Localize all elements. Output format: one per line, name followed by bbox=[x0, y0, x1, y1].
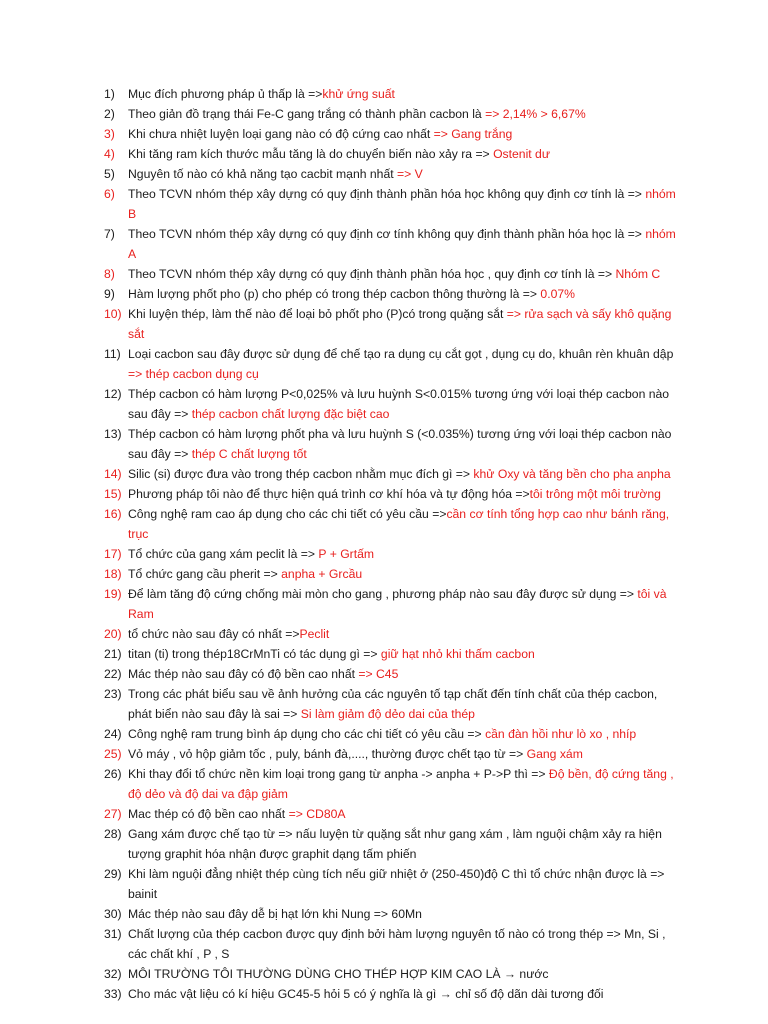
question-text: Vỏ máy , vỏ hộp giảm tốc , puly, bánh đà,...., thường được chết tạo từ => bbox=[128, 747, 527, 761]
item-number: 3) bbox=[104, 127, 115, 141]
item-number: 10) bbox=[104, 307, 122, 321]
question-text: Mục đích phương pháp ủ thấp là => bbox=[128, 87, 323, 101]
question-text: titan (ti) trong thép18CrMnTi có tác dụng gì => bbox=[128, 647, 381, 661]
list-item bbox=[0, 484, 768, 504]
list-item bbox=[0, 864, 768, 904]
question-text: Phương pháp tôi nào để thực hiện quá trình cơ khí hóa và tự động hóa => bbox=[128, 487, 530, 501]
question-text: Khi thay đổi tổ chức nền kim loại trong gang từ anpha -> anpha + P->P thì => bbox=[128, 767, 549, 781]
question-text: Nguyên tố nào có khả năng tạo cacbit mạnh nhất bbox=[128, 167, 397, 181]
answer-text: thép C chất lượng tốt bbox=[191, 447, 307, 461]
answer-text: Nhóm C bbox=[615, 267, 661, 281]
item-number: 24) bbox=[104, 727, 122, 741]
list-item bbox=[0, 684, 768, 724]
answer-text: => C45 bbox=[358, 667, 399, 681]
list-item bbox=[0, 384, 768, 424]
answer-text: Si làm giảm độ dẻo dai của thép bbox=[300, 707, 475, 721]
list-item bbox=[0, 804, 768, 824]
list-item bbox=[0, 924, 768, 964]
list-item bbox=[0, 744, 768, 764]
list-item bbox=[0, 544, 768, 564]
list-item bbox=[0, 84, 768, 104]
question-text: Theo TCVN nhóm thép xây dựng có quy định cơ tính không quy định thành phần hóa học là => bbox=[128, 227, 646, 241]
list-item bbox=[0, 644, 768, 664]
item-number: 33) bbox=[104, 987, 122, 1001]
question-text: Tổ chức của gang xám peclit là => bbox=[128, 547, 319, 561]
item-number: 2) bbox=[104, 107, 115, 121]
list-item bbox=[0, 104, 768, 124]
question-text: Tổ chức gang cầu pherit => bbox=[128, 567, 282, 581]
answer-text: nhóm A bbox=[128, 227, 676, 261]
item-number: 16) bbox=[104, 507, 122, 521]
question-text: Công nghệ ram cao áp dụng cho các chi tiết có yêu cầu => bbox=[128, 507, 447, 521]
answer-text: giữ hạt nhỏ khi thấm cacbon bbox=[380, 647, 535, 661]
answer-text: => rửa sạch và sấy khô quặng sắt bbox=[128, 307, 672, 341]
question-text: tổ chức nào sau đây có nhất => bbox=[128, 627, 300, 641]
item-number: 32) bbox=[104, 967, 122, 981]
item-number: 27) bbox=[104, 807, 122, 821]
item-number: 5) bbox=[104, 167, 115, 181]
list-item bbox=[0, 264, 768, 284]
list-item bbox=[0, 624, 768, 644]
answer-text: => thép cacbon dụng cụ bbox=[128, 367, 259, 381]
answer-text: tôi và Ram bbox=[128, 587, 667, 621]
list-item bbox=[0, 664, 768, 684]
question-text: Mac thép có độ bền cao nhất bbox=[128, 807, 289, 821]
item-number: 17) bbox=[104, 547, 122, 561]
answer-text: cần cơ tính tổng hợp cao như bánh răng, trục bbox=[128, 507, 670, 541]
list-item bbox=[0, 464, 768, 484]
list-item bbox=[0, 144, 768, 164]
question-text: Trong các phát biểu sau về ảnh hưởng của các nguyên tố tạp chất đến tính chất của thép cacbon, phát biển nào sau đây là sai => bbox=[128, 687, 658, 721]
item-number: 12) bbox=[104, 387, 122, 401]
item-number: 28) bbox=[104, 827, 122, 841]
list-item bbox=[0, 964, 768, 984]
answer-text: 0.07% bbox=[540, 287, 575, 301]
answer-text: tôi trông một môi trường bbox=[529, 487, 661, 501]
item-number: 6) bbox=[104, 187, 115, 201]
question-text: Mác thép nào sau đây có độ bền cao nhất bbox=[128, 667, 359, 681]
list-item bbox=[0, 824, 768, 864]
item-number: 22) bbox=[104, 667, 122, 681]
item-number: 7) bbox=[104, 227, 115, 241]
item-number: 8) bbox=[104, 267, 115, 281]
list-item bbox=[0, 164, 768, 184]
list-item bbox=[0, 984, 768, 1004]
item-number: 15) bbox=[104, 487, 122, 501]
answer-text: khử Oxy và tăng bền cho pha anpha bbox=[473, 467, 671, 481]
item-number: 13) bbox=[104, 427, 122, 441]
item-number: 11) bbox=[104, 347, 121, 361]
question-text: Silic (si) được đưa vào trong thép cacbon nhằm mục đích gì => bbox=[128, 467, 474, 481]
item-number: 29) bbox=[104, 867, 122, 881]
item-number: 9) bbox=[104, 287, 115, 301]
item-number: 14) bbox=[104, 467, 122, 481]
list-item bbox=[0, 504, 768, 544]
list-item bbox=[0, 724, 768, 744]
question-text: Khi chưa nhiệt luyện loại gang nào có độ cứng cao nhất bbox=[128, 127, 434, 141]
answer-text: anpha + Grcầu bbox=[281, 567, 363, 581]
question-text: Gang xám được chế tạo từ => nấu luyện từ quặng sắt như gang xám , làm nguội chậm xảy ra hiện tượng graphit hóa nhận được graphit dạng tấm phiến bbox=[128, 827, 662, 861]
item-number: 4) bbox=[104, 147, 115, 161]
list-item bbox=[0, 904, 768, 924]
question-text: Theo TCVN nhóm thép xây dựng có quy định thành phần hóa học , quy định cơ tính là => bbox=[128, 267, 616, 281]
answer-text: => 2,14% > 6,67% bbox=[485, 107, 586, 121]
answer-text: => V bbox=[397, 167, 423, 181]
list-item bbox=[0, 224, 768, 264]
list-item bbox=[0, 124, 768, 144]
answer-text: Ostenit dư bbox=[493, 147, 550, 161]
list-item bbox=[0, 564, 768, 584]
document-page bbox=[0, 84, 768, 1004]
item-number: 1) bbox=[104, 87, 115, 101]
list-item bbox=[0, 284, 768, 304]
list-item bbox=[0, 184, 768, 224]
answer-text: => CD80A bbox=[288, 807, 346, 821]
answer-text: thép cacbon chất lượng đặc biệt cao bbox=[191, 407, 390, 421]
answer-text: khử ứng suất bbox=[322, 87, 395, 101]
item-number: 18) bbox=[104, 567, 122, 581]
question-text: Thép cacbon có hàm lượng phốt pha và lưu huỳnh S (<0.035%) tương ứng với loại thép cacbon nào sau đây => bbox=[128, 427, 672, 461]
item-number: 25) bbox=[104, 747, 122, 761]
question-text: Chất lượng của thép cacbon được quy định bởi hàm lượng nguyên tố nào có trong thép => Mn, Si , các chất khí , P , S bbox=[128, 927, 666, 961]
answer-text: cần đàn hồi như lò xo , nhíp bbox=[485, 727, 637, 741]
answer-text: Peclit bbox=[299, 627, 330, 641]
item-number: 23) bbox=[104, 687, 122, 701]
question-text: Công nghệ ram trung bình áp dụng cho các chi tiết có yêu cầu => bbox=[128, 727, 486, 741]
question-text: Khi tăng ram kích thước mẫu tăng là do chuyển biến nào xảy ra => bbox=[128, 147, 494, 161]
item-number: 26) bbox=[104, 767, 122, 781]
question-text: Khi luyện thép, làm thế nào để loại bỏ phốt pho (P)có trong quặng sắt bbox=[128, 307, 507, 321]
question-text: Để làm tăng độ cứng chống mài mòn cho gang , phương pháp nào sau đây được sử dụng => bbox=[128, 587, 638, 601]
question-text: Khi làm nguội đẳng nhiệt thép cùng tích nếu giữ nhiệt ở (250-450)độ C thì tổ chức nhận được là => bainit bbox=[128, 867, 665, 901]
item-number: 19) bbox=[104, 587, 122, 601]
list-item bbox=[0, 424, 768, 464]
question-text: Theo TCVN nhóm thép xây dựng có quy định thành phần hóa học không quy định cơ tính là => bbox=[128, 187, 646, 201]
question-text: Loại cacbon sau đây được sử dụng để chế tạo ra dụng cụ cắt gọt , dụng cụ do, khuân rèn khuân dập bbox=[128, 347, 674, 361]
item-number: 30) bbox=[104, 907, 122, 921]
answer-text: nhóm B bbox=[128, 187, 676, 221]
question-text: Mác thép nào sau đây dễ bị hạt lớn khi Nung => 60Mn bbox=[128, 907, 422, 921]
answer-text: => Gang trắng bbox=[433, 127, 513, 141]
question-text: Thép cacbon có hàm lượng P<0,025% và lưu huỳnh S<0.015% tương ứng với loại thép cacbon nào sau đây => bbox=[128, 387, 670, 421]
list-item bbox=[0, 764, 768, 804]
answer-text: Độ bền, độ cứng tăng , độ dẻo và độ dai va đập giảm bbox=[128, 767, 674, 801]
item-number: 31) bbox=[104, 927, 122, 941]
question-text: Cho mác vật liệu có kí hiệu GC45-5 hỏi 5 có ý nghĩa là gì → chỉ số độ dãn dài tương đối bbox=[128, 987, 604, 1001]
list-item bbox=[0, 304, 768, 344]
question-text: Hàm lượng phốt pho (p) cho phép có trong thép cacbon thông thường là => bbox=[128, 287, 541, 301]
answer-text: Gang xám bbox=[526, 747, 583, 761]
question-text: Theo giản đồ trạng thái Fe-C gang trắng có thành phần cacbon là bbox=[128, 107, 486, 121]
answer-text: P + Grtấm bbox=[318, 547, 375, 561]
list-item bbox=[0, 344, 768, 384]
item-number: 21) bbox=[104, 647, 122, 661]
list-item bbox=[0, 584, 768, 624]
item-number: 20) bbox=[104, 627, 122, 641]
question-text: MÔI TRƯỜNG TÔI THƯỜNG DÙNG CHO THÉP HỢP KIM CAO LÀ → nước bbox=[128, 967, 549, 981]
